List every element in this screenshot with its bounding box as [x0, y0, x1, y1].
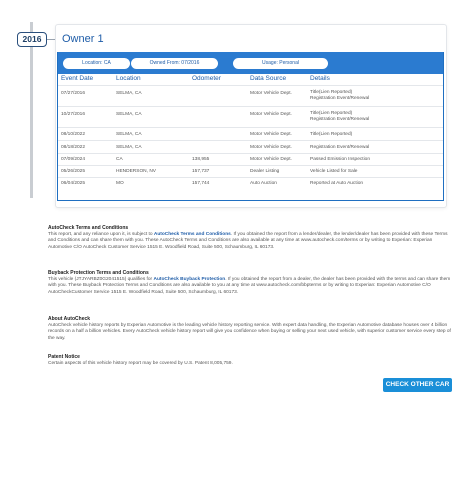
cell-date: 07/09/2024 [61, 157, 86, 162]
table-row [58, 178, 443, 190]
patent-heading: Patent Notice [48, 354, 80, 360]
table-header [58, 74, 443, 86]
patent-section [48, 354, 453, 367]
cell-source: Motor Vehicle Dept. [250, 157, 292, 162]
cell-source: Auto Auction [250, 181, 277, 186]
header-details: Details [310, 75, 330, 82]
owner-title: Owner 1 [62, 33, 104, 45]
terms-section [48, 225, 453, 251]
cell-location: CA [116, 157, 123, 162]
location-pill: Location: CA [63, 58, 130, 69]
about-heading: About AutoCheck [48, 316, 91, 322]
cell-details: Vehicle Listed for Sale [310, 169, 358, 174]
cell-source: Motor Vehicle Dept. [250, 145, 292, 150]
table-row [58, 128, 443, 141]
cell-date: 06/04/2025 [61, 181, 86, 186]
cell-location: SELMA, CA [116, 112, 142, 117]
cell-details: Registration Event/Renewal [310, 145, 370, 150]
buyback-section [48, 270, 453, 296]
buyback-heading: Buyback Protection Terms and Conditions [48, 270, 149, 276]
header-location: Location [116, 75, 141, 82]
cell-date: 07/27/2016 [61, 91, 86, 96]
about-body: AutoCheck vehicle history reports by Experian Automotive is the leading vehicle history reporting service. With expert data handling, the Experian Automotive database houses over 4 billion records on a half a billion vehicles. Every AutoCheck vehicle history report will give you confidence when buying or selling your next used vehicle, with superior customer service every step of the way. [48, 323, 451, 341]
cell-location: SELMA, CA [116, 132, 142, 137]
cell-location: MO [116, 181, 124, 186]
terms-link[interactable]: AutoCheck Terms and Conditions [153, 232, 231, 237]
header-event-date: Event Date [61, 75, 94, 82]
buyback-link[interactable]: AutoCheck Buyback Protection [153, 277, 226, 282]
usage-pill: Usage: Personal [233, 58, 328, 69]
cell-date: 08/10/2022 [61, 132, 86, 137]
year-badge: 2016 [17, 32, 47, 47]
cell-details: Title(Lien Reported) [310, 90, 353, 95]
check-other-car-button[interactable]: CHECK OTHER CAR [383, 378, 452, 392]
table-row [58, 141, 443, 154]
terms-body: This report, and any reliance upon it, is subject to AutoCheck Terms and Conditions. If you obtained the report from a lender/dealer, the lender/dealer has been provided with these Terms and Conditions and can share them with you. These AutoCheck Terms and Conditions are also available at any time at www.autocheck.com/terms or by writing to Experian: Experian Automotive C/O AutoCheck Customer Service 1515 E. Woodfield Road, Suite 500, Schaumburg, IL 60173. [48, 232, 448, 250]
table-row [58, 86, 443, 107]
cell-details-2: Registration Event/Renewal [310, 96, 370, 101]
header-data-source: Data Source [250, 75, 287, 82]
cell-details: Title(Lien Reported) [310, 132, 353, 137]
cell-odometer: 138,955 [192, 157, 210, 162]
cell-odometer: 157,737 [192, 169, 210, 174]
owner-info-bar [58, 52, 443, 74]
table-row [58, 107, 443, 128]
cell-date: 08/18/2022 [61, 145, 86, 150]
cell-source: Motor Vehicle Dept. [250, 91, 292, 96]
about-section [48, 316, 453, 342]
cell-details: Reported at Auto Auction [310, 181, 364, 186]
table-row [58, 154, 443, 166]
patent-body: Certain aspects of this vehicle history report may be covered by U.S. Patent 8,005,759. [48, 361, 233, 366]
buyback-body: This vehicle (JTJYARBZ0G2041515) qualifies for AutoCheck Buyback Protection. If you obtained the report from a dealer, the dealer has been provided with the terms and can share them with you. These Buyback Protection Terms and Conditions are also available to you at any time at www.autocheck.com/bbpterms or by writing to Experian: Experian Automotive C/O AutoCheckCustomer Service 1515 E. Woodfield Road, Suite 500, Schaumburg, IL 60173. [48, 277, 451, 295]
cell-source: Motor Vehicle Dept. [250, 112, 292, 117]
owned-from-pill: Owned From: 07/2016 [131, 58, 218, 69]
history-table [57, 52, 444, 201]
cell-location: SELMA, CA [116, 145, 142, 150]
cell-details: Title(Lien Reported) [310, 111, 353, 116]
timeline-line [30, 22, 33, 198]
cell-source: Motor Vehicle Dept. [250, 132, 292, 137]
cell-details: Passed Emission Inspection [310, 157, 370, 162]
cell-source: Dealer Listing [250, 169, 280, 174]
cell-date: 05/26/2025 [61, 169, 86, 174]
cell-location: SELMA, CA [116, 91, 142, 96]
terms-heading: AutoCheck Terms and Conditions [48, 225, 129, 231]
cell-odometer: 157,744 [192, 181, 210, 186]
table-row [58, 166, 443, 178]
cell-date: 10/27/2016 [61, 112, 86, 117]
cell-location: HENDERSON, NV [116, 169, 156, 174]
cell-details-2: Registration Event/Renewal [310, 117, 370, 122]
owner-card [55, 24, 447, 208]
header-odometer: Odometer [192, 75, 221, 82]
